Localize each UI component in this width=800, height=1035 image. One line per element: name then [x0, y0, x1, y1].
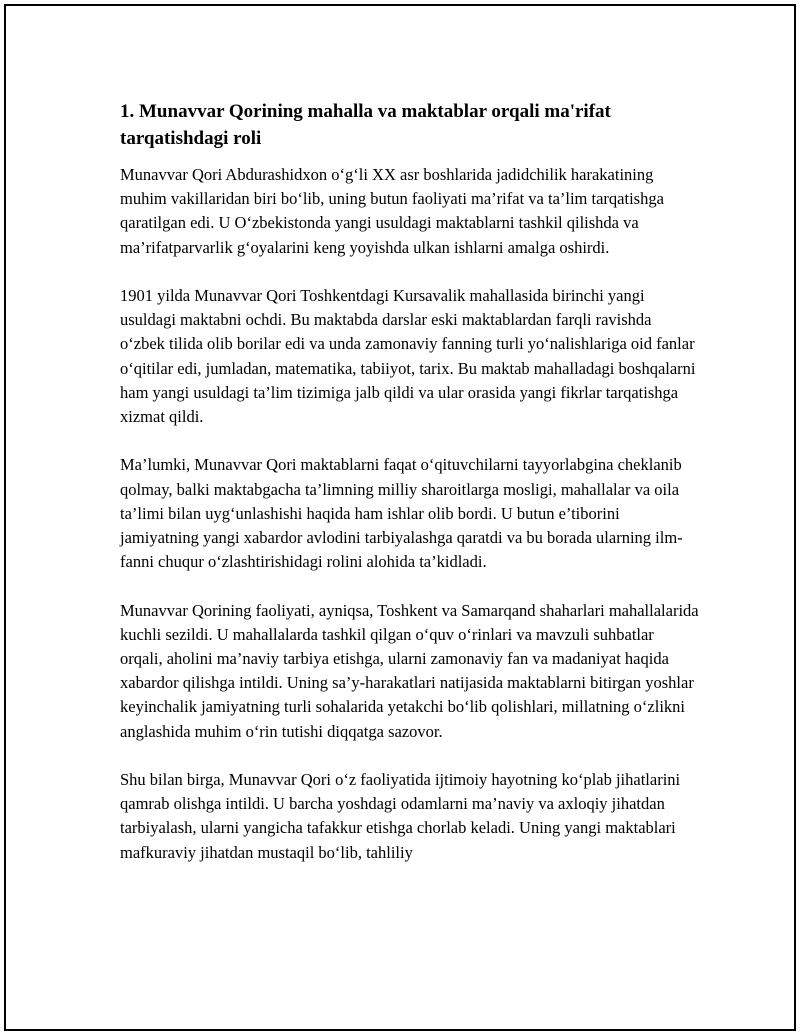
page-frame: [4, 4, 796, 1031]
paragraph-teacher-training: Ma’lumki, Munavvar Qori maktablarni faqat o‘qituvchilarni tayyorlabgina cheklanib qolmay, balki maktabgacha ta’limning milliy sharoitlarga mosligi, mahallalar va oila ta’limi bilan uyg‘unlashishi haqida ham ishlar olib bordi. U butun e’tiborini jamiyatning yangi xabardor avlodini tarbiyalashga qaratdi va bu borada ularning ilm-fanni chuqur o‘zlashtirishidagi rolini alohida ta’kidladi.: [120, 455, 683, 572]
paragraph-social-life: Shu bilan birga, Munavvar Qori o‘z faoliyatida ijtimoiy hayotning ko‘plab jihatlarini qamrab olishga intildi. U barcha yoshdagi odamlarni ma’naviy va axloqiy jihatdan tarbiyalash, ularni yangicha tafakkur etishga chorlab keladi. Uning yangi maktablari mafkuraviy jihatdan mustaqil bo‘lib, tahliliy: [120, 770, 681, 862]
paragraph-mahalla-activity: Munavvar Qorining faoliyati, ayniqsa, Toshkent va Samarqand shaharlari mahallalarida kuchli sezildi. U mahallalarda tashkil qilgan o‘quv o‘rinlari va mavzuli suhbatlar orqali, aholini ma’naviy tarbiya etishga, ularni zamonaviy fan va madaniyat haqida xabardor qilishga intildi. Uning sa’y-harakatlari natijasida maktablarni bitirgan yoshlar keyinchalik jamiyatning turli sohalarida yetakchi bo‘lib qolishlari, millatning o‘zlikni anglashida muhim o‘rin tutishi diqqatga sazovor.: [120, 600, 699, 741]
paragraph-intro: Munavvar Qori Abdurashidxon o‘g‘li XX asr boshlarida jadidchilik harakatining muhim vakillaridan biri bo‘lib, uning butun faoliyati ma’rifat va ta’lim tarqatishga qaratilgan edi. U O‘zbekistonda yangi usuldagi maktablarni tashkil qilishda va ma’rifatparvarlik g‘oyalarini keng yoyishda ulkan ishlarni amalga oshirdi.: [120, 165, 664, 257]
section-title: 1. Munavvar Qorining mahalla va maktablar orqali ma'rifat tarqatishdagi roli: [120, 101, 611, 149]
paragraph-first-school: 1901 yilda Munavvar Qori Toshkentdagi Kursavalik mahallasida birinchi yangi usuldagi maktabni ochdi. Bu maktabda darslar eski maktablardan farqli ravishda o‘zbek tilida olib borilar edi va unda zamonaviy fanning turli yo‘nalishlariga oid fanlar o‘qitilar edi, jumladan, matematika, tabiiyot, tarix. Bu maktab mahalladagi boshqalarni ham yangi usuldagi ta’lim tizimiga jalb qildi va ular orasida yangi fikrlar tarqatishga xizmat qildi.: [120, 286, 696, 427]
document-body: [120, 98, 700, 865]
